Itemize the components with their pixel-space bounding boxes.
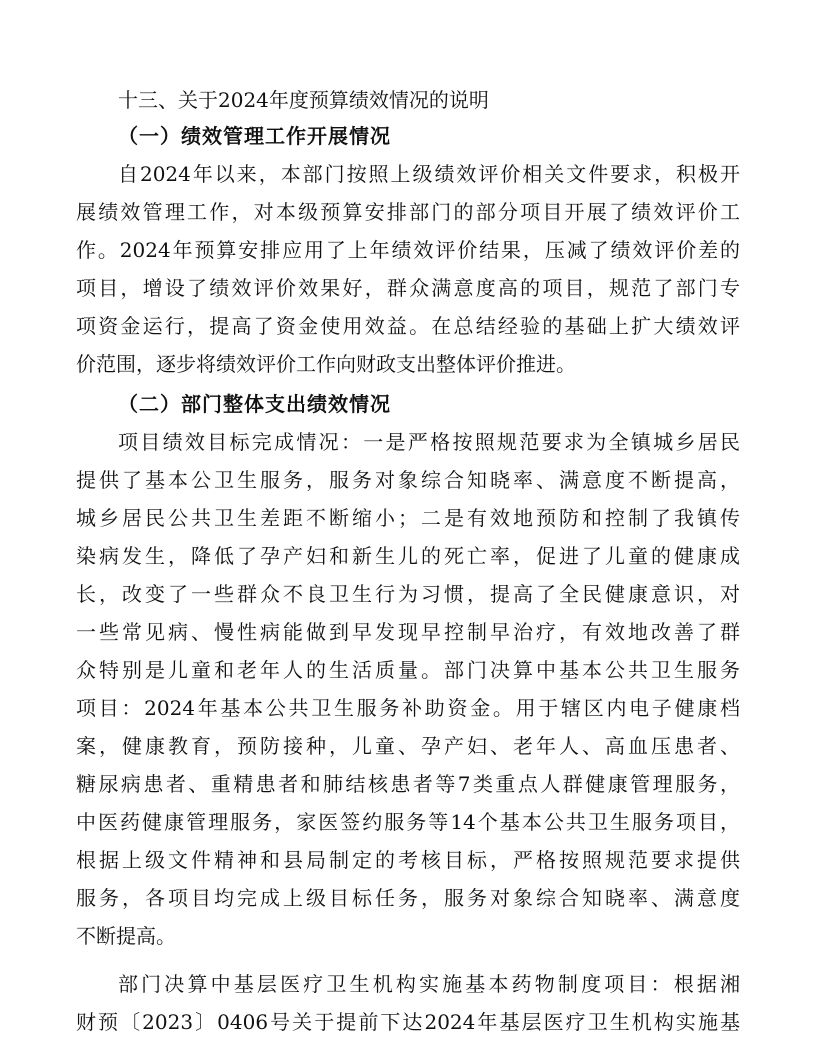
paragraph-line: 糖尿病患者、重精患者和肺结核患者等7类重点人群健康管理服务， [76,772,740,796]
paragraph-line: 城乡居民公共卫生差距不断缩小；二是有效地预防和控制了我镇传 [76,506,740,530]
paragraph-line: 众特别是儿童和老年人的生活质量。部门决算中基本公共卫生服务 [76,658,740,682]
paragraph-line: 项目，增设了绩效评价效果好，群众满意度高的项目，规范了部门专 [76,276,740,300]
paragraph-line: 价范围，逐步将绩效评价工作向财政支出整体评价推进。 [76,352,576,376]
paragraph-line: 作。2024年预算安排应用了上年绩效评价结果，压减了绩效评价差的 [76,238,740,262]
paragraph-line: 财预〔2023〕0406号关于提前下达2024年基层医疗卫生机构实施基 [76,1010,740,1034]
paragraph-line: 染病发生，降低了孕产妇和新生儿的死亡率，促进了儿童的健康成 [76,544,740,568]
paragraph-line: 部门决算中基层医疗卫生机构实施基本药物制度项目：根据湘 [118,972,740,996]
paragraph-line: 展绩效管理工作，对本级预算安排部门的部分项目开展了绩效评价工 [76,200,740,224]
paragraph-line: 自2024年以来，本部门按照上级绩效评价相关文件要求，积极开 [118,162,740,186]
paragraph-line: 一些常见病、慢性病能做到早发现早控制早治疗，有效地改善了群 [76,620,740,644]
paragraph-line: 中医药健康管理服务，家医签约服务等14个基本公共卫生服务项目， [76,810,740,834]
paragraph-line: 长，改变了一些群众不良卫生行为习惯，提高了全民健康意识，对 [76,582,740,606]
paragraph-line: 提供了基本公卫生服务，服务对象综合知晓率、满意度不断提高， [76,468,740,492]
subsection-title-overall-expenditure: （二）部门整体支出绩效情况 [118,392,391,416]
paragraph-line: 不断提高。 [76,924,176,948]
paragraph-line: 项资金运行，提高了资金使用效益。在总结经验的基础上扩大绩效评 [76,314,740,338]
paragraph-line: 项目：2024年基本公共卫生服务补助资金。用于辖区内电子健康档 [76,696,740,720]
paragraph-line: 案，健康教育，预防接种，儿童、孕产妇、老年人、高血压患者、 [76,734,740,758]
paragraph-line: 服务，各项目均完成上级目标任务，服务对象综合知晓率、满意度 [76,886,740,910]
subsection-title-performance-management: （一）绩效管理工作开展情况 [118,124,391,148]
paragraph-line: 项目绩效目标完成情况：一是严格按照规范要求为全镇城乡居民 [118,430,740,454]
section-heading: 十三、关于2024年度预算绩效情况的说明 [118,88,489,112]
paragraph-line: 根据上级文件精神和县局制定的考核目标，严格按照规范要求提供 [76,848,740,872]
